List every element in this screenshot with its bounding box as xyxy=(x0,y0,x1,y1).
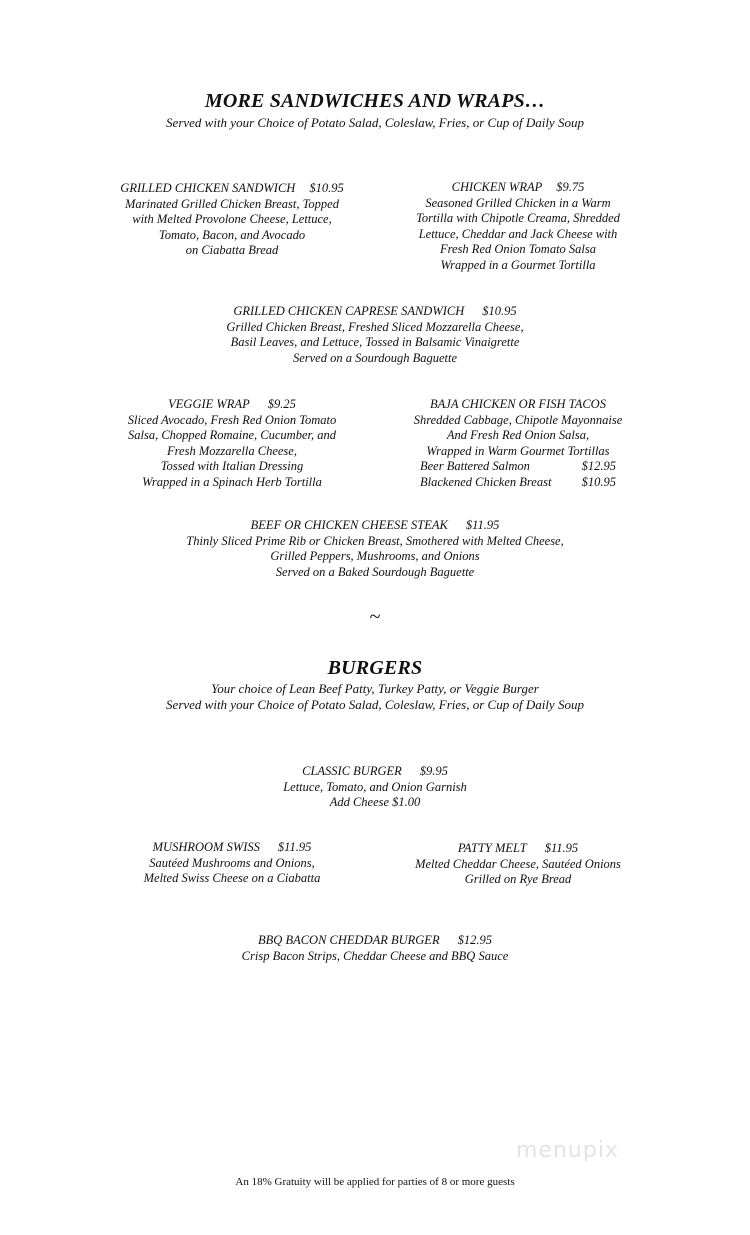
gratuity-note: An 18% Gratuity will be applied for parties of 8 or more guests xyxy=(235,1176,515,1188)
item-description: Served on a Sourdough Baguette xyxy=(292,350,458,365)
item-name: CLASSIC BURGER xyxy=(302,764,402,778)
menu-item-grilled-chicken-caprese xyxy=(150,304,600,366)
item-description: Grilled Chicken Breast, Freshed Sliced Mozzarella Cheese, xyxy=(226,319,524,334)
menu-item-chicken-wrap xyxy=(368,180,668,273)
item-name: BAJA CHICKEN OR FISH TACOS xyxy=(430,397,606,411)
menu-item-classic-burger xyxy=(200,764,550,811)
menu-item-baja-tacos xyxy=(368,397,668,490)
menu-item-veggie-wrap xyxy=(82,397,382,490)
item-description: Lettuce, Cheddar and Jack Cheese with xyxy=(418,226,618,241)
item-description: Melted Swiss Cheese on a Ciabatta xyxy=(143,871,321,885)
item-description: Marinated Grilled Chicken Breast, Topped xyxy=(125,196,339,211)
item-option-row xyxy=(420,475,616,491)
menupix-watermark: menupix xyxy=(516,1138,619,1163)
item-description: Wrapped in a Spinach Herb Tortilla xyxy=(142,474,322,489)
section-title-sandwiches: MORE SANDWICHES AND WRAPS… xyxy=(204,90,546,112)
menu-item-cheese-steak xyxy=(100,518,650,580)
section-divider: ~ xyxy=(369,606,381,628)
item-description: Sliced Avocado, Fresh Red Onion Tomato xyxy=(127,412,337,427)
item-description: Thinly Sliced Prime Rib or Chicken Breast, Smothered with Melted Cheese, xyxy=(186,533,564,548)
option-price: $10.95 xyxy=(581,474,616,489)
option-label: Blackened Chicken Breast xyxy=(420,474,552,489)
item-description: Melted Cheddar Cheese, Sautéed Onions xyxy=(415,856,621,871)
item-price: $9.25 xyxy=(267,397,296,411)
item-price: $9.75 xyxy=(556,180,585,194)
item-description: Tomato, Bacon, and Avocado xyxy=(158,227,306,242)
menu-item-patty-melt xyxy=(368,841,668,888)
item-description: Wrapped in Warm Gourmet Tortillas xyxy=(426,443,610,458)
item-name: VEGGIE WRAP xyxy=(168,397,250,411)
section-subtitle-burgers-sides: Served with your Choice of Potato Salad, Coleslaw, Fries, or Cup of Daily Soup xyxy=(166,697,584,712)
item-name: CHICKEN WRAP xyxy=(451,180,543,194)
item-description: Lettuce, Tomato, and Onion Garnish xyxy=(283,779,467,794)
item-description: Served on a Baked Sourdough Baguette xyxy=(275,564,475,579)
item-price: $10.95 xyxy=(482,304,517,318)
item-price: $9.95 xyxy=(419,764,448,778)
item-description: Crisp Bacon Strips, Cheddar Cheese and BBQ Sauce xyxy=(241,948,509,963)
item-description: Grilled on Rye Bread xyxy=(464,872,572,886)
item-option-row xyxy=(420,459,616,475)
option-label: Beer Battered Salmon xyxy=(420,459,530,473)
menu-item-bbq-bacon-cheddar xyxy=(150,933,600,964)
section-title-burgers: BURGERS xyxy=(327,657,423,679)
item-description: Grilled Peppers, Mushrooms, and Onions xyxy=(270,549,480,563)
option-price: $12.95 xyxy=(581,459,616,473)
item-price: $11.95 xyxy=(465,518,500,532)
item-description: And Fresh Red Onion Salsa, xyxy=(446,428,590,442)
item-name: GRILLED CHICKEN SANDWICH xyxy=(120,181,296,195)
item-description: Add Cheese $1.00 xyxy=(329,795,421,809)
item-description: Fresh Red Onion Tomato Salsa xyxy=(439,242,597,256)
menu-item-mushroom-swiss xyxy=(82,840,382,887)
item-description: with Melted Provolone Cheese, Lettuce, xyxy=(132,212,332,226)
item-name: BBQ BACON CHEDDAR BURGER xyxy=(258,933,440,947)
item-description: Sautéed Mushrooms and Onions, xyxy=(149,855,315,870)
item-name: PATTY MELT xyxy=(457,841,527,855)
item-name: GRILLED CHICKEN CAPRESE SANDWICH xyxy=(233,304,465,318)
item-description: Tossed with Italian Dressing xyxy=(160,459,304,473)
item-price: $11.95 xyxy=(544,841,579,855)
item-description: Seasoned Grilled Chicken in a Warm xyxy=(425,195,611,210)
item-description: Fresh Mozzarella Cheese, xyxy=(167,443,297,458)
item-description: Shredded Cabbage, Chipotle Mayonnaise xyxy=(413,412,623,427)
item-description: on Ciabatta Bread xyxy=(185,243,279,257)
item-description: Salsa, Chopped Romaine, Cucumber, and xyxy=(128,428,336,442)
item-price: $11.95 xyxy=(277,840,312,854)
section-subtitle-sandwiches: Served with your Choice of Potato Salad, Coleslaw, Fries, or Cup of Daily Soup xyxy=(166,115,584,130)
item-description: Basil Leaves, and Lettuce, Tossed in Balsamic Vinaigrette xyxy=(230,335,520,349)
item-name: MUSHROOM SWISS xyxy=(152,840,260,854)
item-price: $12.95 xyxy=(457,933,492,947)
item-name: BEEF OR CHICKEN CHEESE STEAK xyxy=(250,518,448,532)
section-subtitle-burgers: Your choice of Lean Beef Patty, Turkey Patty, or Veggie Burger xyxy=(211,681,539,696)
item-description: Tortilla with Chipotle Creama, Shredded xyxy=(416,211,620,225)
menu-item-grilled-chicken-sandwich xyxy=(82,181,382,259)
item-description: Wrapped in a Gourmet Tortilla xyxy=(440,257,596,272)
item-price: $10.95 xyxy=(309,181,344,195)
